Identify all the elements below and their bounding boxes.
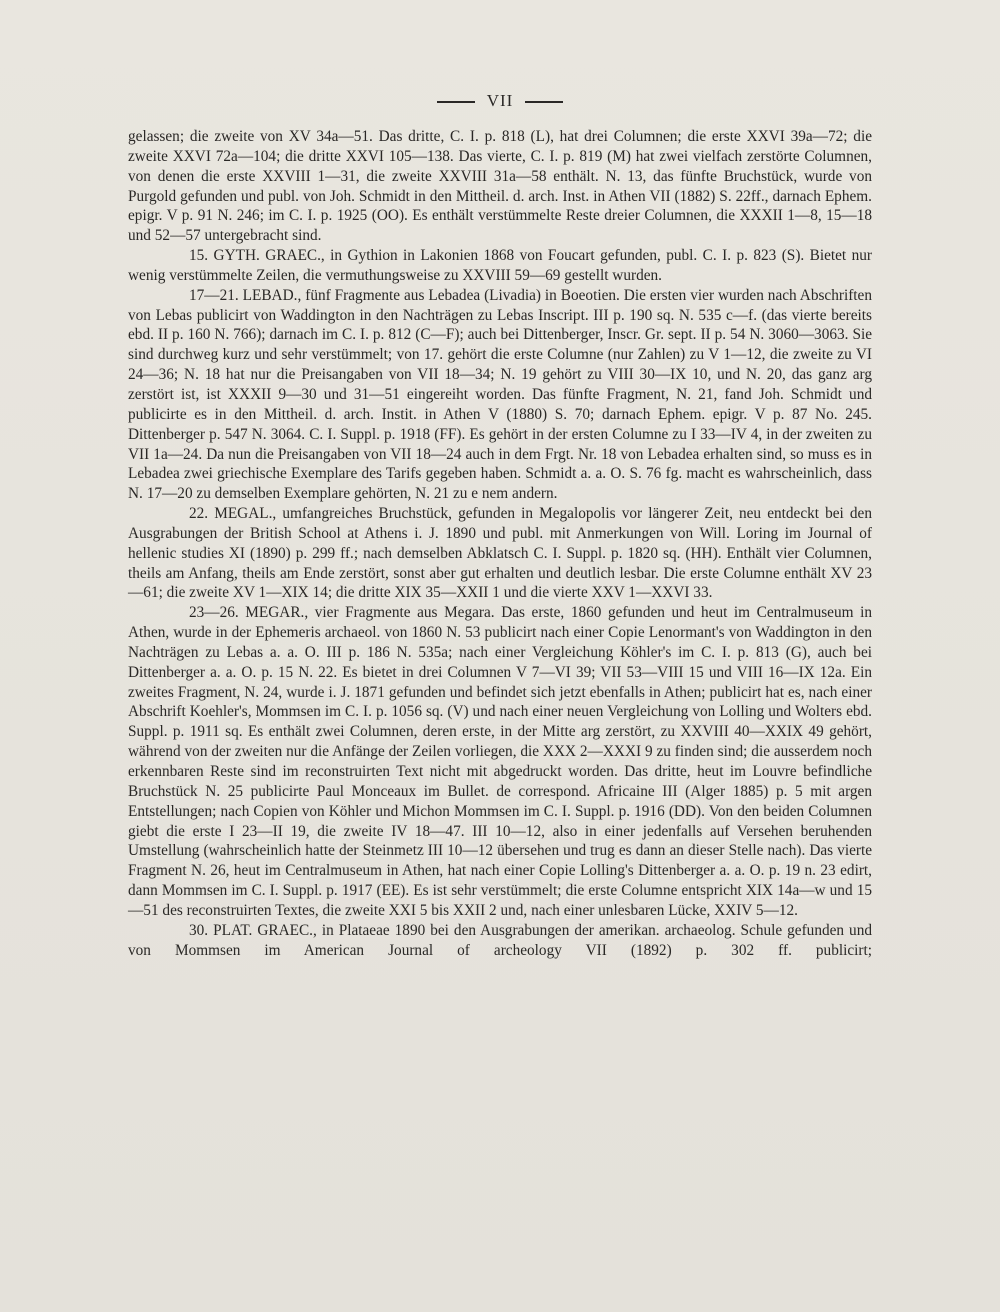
- paragraph-1: gelassen; die zweite von XV 34a—51. Das dritte, C. I. p. 818 (L), hat drei Columnen; die erste XXVI 39a—72; die zweite XXVI 72a—104; die dritte XXVI 105—138. Das vierte, C. I. p. 819 (M) hat zwei vielfach zerstörte Columnen, von denen die erste XXVIII 1—31, die zweite XXVIII 31a—58 enthält. N. 13, das fünfte Bruchstück, wurde von Purgold gefunden und publ. von Joh. Schmidt in den Mittheil. d. arch. Inst. in Athen VII (1882) S. 22ff., darnach Ephem. epigr. V p. 91 N. 246; im C. I. p. 1925 (OO). Es enthält verstümmelte Reste dreier Columnen, die XXXII 1—8, 15—18 und 52—57 untergebracht sind.: [128, 128, 872, 245]
- header-dash-right: [525, 101, 563, 103]
- body-text: [128, 127, 872, 960]
- paragraph-2: 15. GYTH. GRAEC., in Gythion in Lakonien 1868 von Foucart gefunden, publ. C. I. p. 823 (S). Bietet nur wenig verstümmelte Zeilen, die vermuthungsweise zu XXVIII 59—69 gestellt wurden.: [128, 247, 872, 284]
- paragraph-4: 22. MEGAL., umfangreiches Bruchstück, gefunden in Megalopolis vor längerer Zeit, neu entdeckt bei den Ausgrabungen der British School at Athens i. J. 1890 und publ. mit Anmerkungen von Will. Loring im Journal of hellenic studies XI (1890) p. 299 ff.; nach demselben Abklatsch C. I. Suppl. p. 1820 sq. (HH). Enthält vier Columnen, theils am Anfang, theils am Ende zerstört, sonst aber gut erhalten und deutlich lesbar. Die erste Columne enthält XV 23—61; die zweite XV 1—XIX 14; die dritte XIX 35—XXII 1 und die vierte XXV 1—XXVI 33.: [128, 505, 872, 602]
- header-dash-left: [437, 101, 475, 103]
- page-number: VII: [486, 91, 514, 110]
- page-header: [0, 91, 1000, 111]
- paragraph-5: 23—26. MEGAR., vier Fragmente aus Megara. Das erste, 1860 gefunden und heut im Centralmuseum in Athen, wurde in der Ephemeris archaeol. von 1860 N. 53 publicirt nach einer Copie Lenormant's von Waddington in den Nachträgen zu Lebas a. a. O. III p. 186 N. 535a; nach einer Vergleichung Köhler's im C. I. p. 813 (G), auch bei Dittenberger a. a. O. p. 15 N. 22. Es bietet in drei Columnen V 7—VI 39; VII 53—VIII 15 und VIII 16—IX 12a. Ein zweites Fragment, N. 24, wurde i. J. 1871 gefunden und befindet sich jetzt ebenfalls in Athen; publicirt hat es, nach einer Abschrift Koehler's, Mommsen im C. I. p. 1056 sq. (V) und nach einer neuen Vergleichung von Lolling und Wolters ebd. Suppl. p. 1911 sq. Es enthält zwei Columnen, deren erste, in der Mitte arg zerstört, zu XXVIII 40—XXIX 49 gehört, während von der zweiten nur die Anfänge der Zeilen vorliegen, die XXX 2—XXXI 9 zu finden sind; die ausserdem noch erkennbaren Reste sind im reconstruirten Text nicht mit abgedruckt worden. Das dritte, heut im Louvre befindliche Bruchstück N. 25 publicirte Paul Monceaux im Bullet. de correspond. Africaine III (Alger 1885) p. 5 mit argen Entstellungen; nach Copien von Köhler und Michon Mommsen im C. I. Suppl. p. 1916 (DD). Von den beiden Columnen giebt die erste I 23—II 19, die zweite IV 18—47. III 10—12, also in einer jedenfalls auf Versehen beruhenden Umstellung (wahrscheinlich hatte der Steinmetz III 10—12 übersehen und trug es dann an dieser Stelle nach). Das vierte Fragment N. 26, heut im Centralmuseum in Athen, hat nach einer Copie Lolling's Dittenberger a. a. O. p. 19 n. 23 edirt, dann Mommsen im C. I. Suppl. p. 1917 (EE). Es ist sehr verstümmelt; die erste Columne entspricht XIX 14a—w und 15—51 des reconstruirten Textes, die zweite XXI 5 bis XXII 2 und, nach einer unlesbaren Lücke, XXIV 5—12.: [128, 604, 872, 919]
- paragraph-3: 17—21. LEBAD., fünf Fragmente aus Lebadea (Livadia) in Boeotien. Die ersten vier wurden nach Abschriften von Lebas publicirt von Waddington in den Nachträgen zu Lebas Inscript. III p. 190 sq. N. 535 c—f. (das vierte bereits ebd. II p. 160 N. 766); darnach im C. I. p. 812 (C—F); auch bei Dittenberger, Inscr. Gr. sept. II p. 54 N. 3060—3063. Sie sind durchweg kurz und sehr verstümmelt; von 17. gehört die erste Columne (nur Zahlen) zu V 1—12, die zweite zu VI 24—36; N. 18 hat nur die Preisangaben von VII 18—34; N. 19 gehört zu VIII 30—IX 10, und N. 20, das ganz arg zerstört ist, ist XXXII 9—30 und 31—51 eingereiht worden. Das fünfte Fragment, N. 21, fand Joh. Schmidt und publicirte es in den Mittheil. d. arch. Instit. in Athen V (1880) S. 70; darnach Ephem. epigr. V p. 87 No. 245. Dittenberger p. 547 N. 3064. C. I. Suppl. p. 1918 (FF). Es gehört in der ersten Columne zu I 33—IV 4, in der zweiten zu VII 1a—24. Da nun die Preisangaben von VII 18—24 auch in dem Frgt. Nr. 18 von Lebadea erhalten sind, so muss es in Lebadea zwei griechische Exemplare des Tarifs gegeben haben. Schmidt a. a. O. S. 76 fg. macht es wahrscheinlich, dass N. 17—20 zu demselben Exemplare gehörten, N. 21 zu e nem andern.: [128, 286, 872, 503]
- paragraph-6: 30. PLAT. GRAEC., in Plataeae 1890 bei den Ausgrabungen der amerikan. archaeolog. Schule gefunden und von Mommsen im American Journal of archeology VII (1892) p. 302 ff. publicirt;: [128, 921, 872, 959]
